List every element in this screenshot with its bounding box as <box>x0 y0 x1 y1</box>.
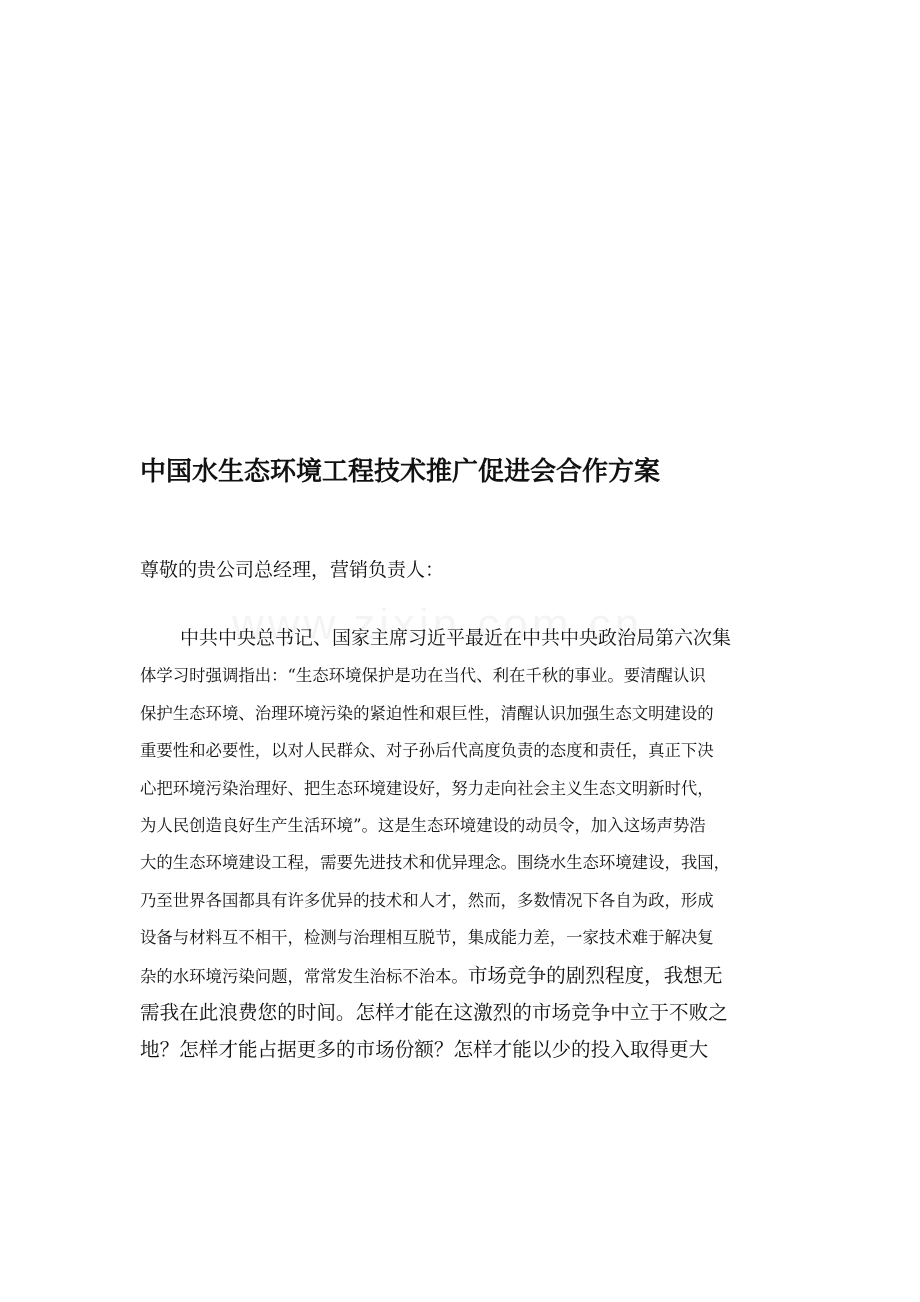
paragraph-line: 大的生态环境建设工程，需要先进技术和优异理念。围绕水生态环境建设，我国， <box>140 853 731 873</box>
paragraph-segment-large: 市场竞争的剧烈程度，我想无 <box>467 963 723 987</box>
document-title: 中国水生态环境工程技术推广促进会合作方案 <box>140 457 661 487</box>
paragraph-line: 体学习时强调指出：“生态环境保护是功在当代、利在千秋的事业。要清醒认识 <box>140 666 706 686</box>
paragraph-line: 地？怎样才能占据更多的市场份额？怎样才能以少的投入取得更大 <box>140 1038 709 1062</box>
paragraph-line: 设备与材料互不相干，检测与治理相互脱节，集成能力差，一家技术难于解决复 <box>140 928 714 948</box>
paragraph-line: 中共中央总书记、国家主席习近平最近在中共中央政治局第六次集 <box>180 627 732 649</box>
paragraph-line: 重要性和必要性，以对人民群众、对子孙后代高度负责的态度和责任，真正下决 <box>140 741 714 761</box>
paragraph-segment: 杂的水环境污染问题，常常发生治标不治本。 <box>140 966 468 986</box>
salutation: 尊敬的贵公司总经理，营销负责人： <box>140 559 445 581</box>
paragraph-line: 为人民创造良好生产生活环境”。这是生态环境建设的动员令，加入这场声势浩 <box>140 815 706 835</box>
paragraph-line: 心把环境污染治理好、把生态环境建设好，努力走向社会主义生态文明新时代， <box>140 778 714 798</box>
paragraph-line: 保护生态环境、治理环境污染的紧迫性和艰巨性，清醒认识加强生态文明建设的 <box>140 703 714 723</box>
paragraph-line <box>140 957 782 994</box>
paragraph-line: 乃至世界各国都具有许多优异的技术和人才，然而，多数情况下各自为政，形成 <box>140 890 714 910</box>
body-paragraph <box>140 620 782 1069</box>
paragraph-line: 需我在此浪费您的时间。怎样才能在这激烈的市场竞争中立于不败之 <box>140 1000 728 1024</box>
